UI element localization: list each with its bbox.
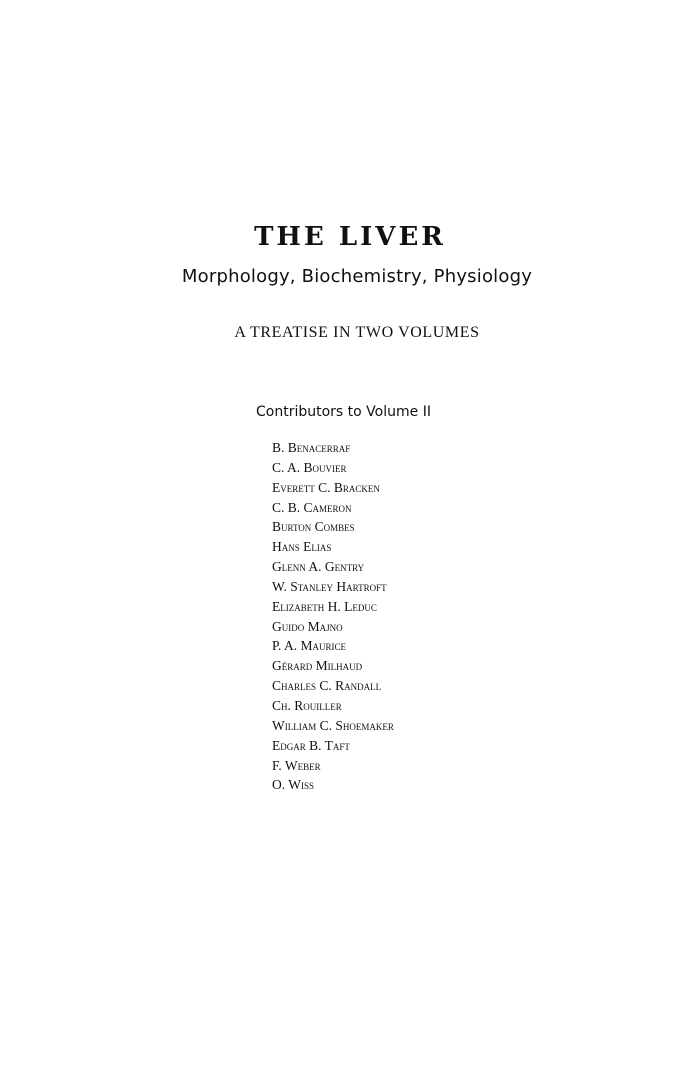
contributor-name: P. A. Maurice	[272, 638, 347, 654]
contributor-name: Burton Combes	[272, 519, 355, 535]
contributor-name: Charles C. Randall	[272, 678, 382, 694]
book-title: THE LIVER	[254, 222, 446, 252]
contributor-name: Edgar B. Taft	[272, 737, 350, 753]
contributor-name: Everett C. Bracken	[272, 479, 380, 495]
contributor-name: Ch. Rouiller	[272, 697, 342, 713]
contributor-name: W. Stanley Hartroft	[272, 578, 387, 594]
treatise-note: A TREATISE IN TWO VOLUMES	[234, 324, 480, 341]
contributor-name: William C. Shoemaker	[272, 717, 394, 733]
contributor-name: Elizabeth H. Leduc	[272, 598, 377, 614]
contributor-name: B. Benacerraf	[272, 440, 351, 455]
contributor-name: Guido Majno	[272, 618, 343, 634]
book-subtitle: Morphology, Biochemistry, Physiology	[181, 266, 533, 287]
contributor-name: Gérard Milhaud	[272, 658, 363, 674]
contributors-heading: Contributors to Volume II	[256, 404, 431, 420]
contributors-list	[272, 438, 394, 795]
contributor-name: Glenn A. Gentry	[272, 559, 365, 575]
contributor-name: Hans Elias	[272, 539, 332, 555]
contributor-name: C. B. Cameron	[272, 499, 352, 515]
contributor-name: O. Wiss	[272, 777, 315, 793]
contributor-name: F. Weber	[272, 757, 321, 773]
contributor-name: C. A. Bouvier	[272, 459, 347, 475]
